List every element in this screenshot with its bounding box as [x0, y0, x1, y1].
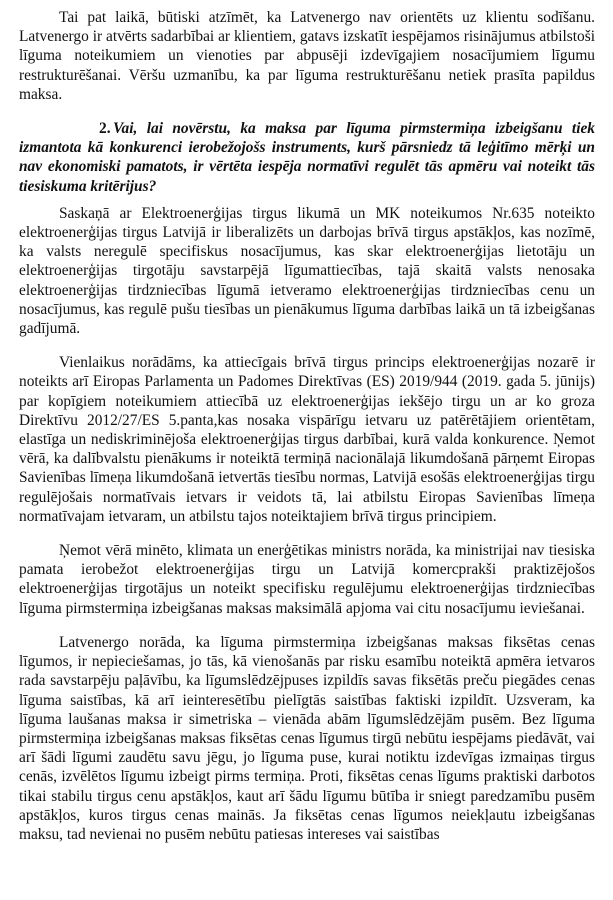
- paragraph-market-law: Saskaņā ar Elektroenerģijas tirgus likumā un MK noteikumos Nr.635 noteikto elektroenerģijas tirgus Latvijā ir liberalizēts un darbojas brīvā tirgus apstākļos, kas nozīmē, ka valsts neregulē specifiskus nosacījumus, kas skar elektroenerģijas lietotāju un elektroenerģijas tirgotāju savstarpējā līgumattiecības, tajā skaitā valsts nenosaka elektroenerģijas tirdzniecības līgumā ietveramo elektroenerģijas tirdzniecības cenu un nosacījumus, kas regulē pušu tiesības un pienākumus līguma darbības laikā un tā izbeigšanas gadījumā.: [19, 204, 595, 338]
- paragraph-termination-fee: Latvenergo norāda, ka līguma pirmstermiņa izbeigšanas maksas fiksētas cenas līgumos, ir nepieciešamas, jo tās, kā vienošanās par risku esamību noteiktā apmēra ietvaros rada savstarpēju paļāvību, ka līgumslēdzējpuses izpildīs savas fiksētās preču piegādes cenas līguma saistības, kā arī ieinteresētību pielīgtās saistības faktiski izpildīt. Uzsveram, ka līguma laušanas maksa ir simetriska – vienāda abām līgumslēdzējām pusēm. Bez līguma pirmstermiņa izbeigšanas maksas fiksētas cenas līgumus tirgū nebūtu iespējams piedāvāt, vai arī šādi līgumi zaudētu savu jēgu, jo līguma puse, kurai notiktu izdevīgas izmaiņas tirgus cenās, izvēlētos līgumu izbeigt pirms termiņa. Proti, fiksētas cenas līgums praktiski darbotos tikai stabilu tirgus cenu apstākļos, kaut arī šādu līgumu būtība ir sniegt paredzamību pusēm apstākļos, kuros tirgus cenas mainās. Ja fiksētas cenas līgumos neiekļautu izbeigšanas maksu, tad nevienai no pusēm nebūtu patiesas intereses vai saistības: [19, 633, 595, 843]
- document-page: [19, 8, 595, 859]
- question-text: Vai, lai novērstu, ka maksa par līguma pirmstermiņa izbeigšanu tiek izmantota kā konkurenci ierobežojošs instruments, kurš pārsniedz tā leģitīmo mērķi un nav ekonomiski pamatots, ir vērtēta iespēja normatīvi regulēt tās apmēru vai noteikt tās tiesiskuma kritērijus?: [19, 120, 595, 195]
- question-number: 2.: [99, 120, 111, 138]
- question-2: [19, 119, 595, 196]
- paragraph-ministry-position: Ņemot vērā minēto, klimata un enerģētikas ministrs norāda, ka ministrijai nav tiesiska pamata ierobežot elektroenerģijas tirgu un Latvijā komercprakši praktizējošos elektroenerģijas tirgotājus un noteikt specifisku regulējumu elektroenerģijas tirdzniecības līguma pirmstermiņa izbeigšanas maksas maksimālā apjoma vai citu nosacījumu ieviešanai.: [19, 542, 595, 617]
- paragraph-eu-directive: Vienlaikus norādāms, ka attiecīgais brīvā tirgus princips elektroenerģijas nozarē ir noteikts arī Eiropas Parlamenta un Padomes Direktīvas (ES) 2019/944 (2019. gada 5. jūnijs) par kopīgiem noteikumiem attiecībā uz elektroenerģijas iekšējo tirgu un ar ko groza Direktīvu 2012/27/ES 5.panta,kas nosaka vispārīgu ietvaru uz patērētājiem orientētam, elastīga un nediskriminējoša elektroenerģijas tirgus darbībai, kurā valda konkurence. Ņemot vērā, ka dalībvalstu pienākums ir noteiktā termiņā nacionālajā likumdošanā pārņemt Eiropas Savienības līmeņa likumdošanā ietvertās tiesību normas, Latvijā esošās elektroenerģijas tirgu regulējošais normatīvais ietvars ir veidots tā, lai atbilstu Eiropas Savienības līmeņa normatīvajam ietvaram, un atbilstu tajos noteiktajiem brīvā tirgus principiem.: [19, 354, 595, 525]
- paragraph-latvenergo-cooperation: Tai pat laikā, būtiski atzīmēt, ka Latvenergo nav orientēts uz klientu sodīšanu. Latvenergo ir atvērts sadarbībai ar klientiem, gatavs izskatīt iespējamos risinājumus atbilstoši līguma noteikumiem un vienoties par abpusēji izdevīgajiem nosacījumiem līgumu restrukturēšanai. Vēršu uzmanību, ka par līguma restrukturēšanu netiek prasīta papildus maksa.: [19, 9, 595, 103]
